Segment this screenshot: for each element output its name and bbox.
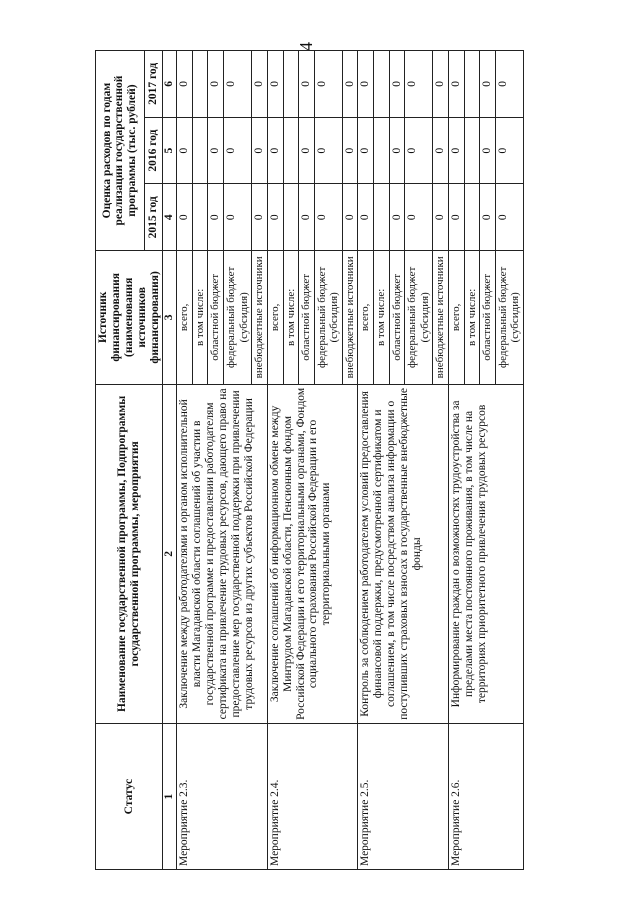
row-value-2015: 0 [177,184,193,251]
row-value-2015: 0 [405,184,433,251]
row-value-2017: 0 [224,51,252,118]
col-number-3: 3 [163,251,177,384]
row-value-2016: 0 [208,117,224,184]
table-row [358,51,374,870]
row-value-2017: 0 [299,51,315,118]
header-year-2015: 2015 год [144,184,163,251]
row-value-2017: 0 [480,51,496,118]
row-source-label: в том числе: [464,251,479,384]
col-number-6: 6 [163,51,177,118]
row-value-2016: 0 [267,117,283,184]
header-source: Источник финансирования (наименования источников финансирования) [96,251,163,384]
table-body [177,51,523,870]
row-value-2016 [464,117,479,184]
row-value-2015: 0 [251,184,267,251]
row-value-2016: 0 [496,117,524,184]
row-value-2015: 0 [208,184,224,251]
row-source-label: всего, [177,251,193,384]
row-value-2017: 0 [496,51,524,118]
col-number-5: 5 [163,117,177,184]
row-measure-name: Заключение между работодателями и органом исполнительной власти Магаданской области соглашений об участии в государственной программе и предоставлении работодателям сертификата на привлечение трудовых ресурсов, дающего право на предоставление мер государственной поддержки при привлечении трудовых ресурсов из других субъектов Российской Федерации [177,384,268,724]
budget-table [95,50,524,870]
row-value-2015: 0 [496,184,524,251]
row-value-2016: 0 [177,117,193,184]
row-source-label: в том числе: [374,251,389,384]
row-source-label: в том числе: [193,251,208,384]
row-source-label: внебюджетные источники [433,251,449,384]
row-source-label: федеральный бюджет (субсидия) [496,251,524,384]
row-status: Мероприятие 2.5. [358,724,449,870]
header-year-2016: 2016 год [144,117,163,184]
row-source-label: областной бюджет [208,251,224,384]
row-source-label: федеральный бюджет (субсидия) [405,251,433,384]
table-row [448,51,464,870]
row-value-2015 [374,184,389,251]
row-value-2015 [464,184,479,251]
row-value-2016: 0 [299,117,315,184]
budget-table-sheet [95,50,585,870]
row-value-2016: 0 [448,117,464,184]
row-value-2015: 0 [299,184,315,251]
row-value-2015: 0 [224,184,252,251]
row-value-2016: 0 [358,117,374,184]
row-value-2017: 0 [448,51,464,118]
row-value-2016: 0 [251,117,267,184]
row-status: Мероприятие 2.3. [177,724,268,870]
row-value-2017: 0 [314,51,342,118]
table-row [177,51,193,870]
row-measure-name: Информирование граждан о возможностях трудоустройства за пределами места постоянного проживания, в том числе на территориях приоритетного привлечения трудовых ресурсов [448,384,523,724]
row-status: Мероприятие 2.6. [448,724,523,870]
row-source-label: областной бюджет [299,251,315,384]
table-row [267,51,283,870]
col-number-1: 1 [163,724,177,870]
page-number: 4 [296,42,316,51]
row-value-2015: 0 [433,184,449,251]
row-source-label: федеральный бюджет (субсидия) [314,251,342,384]
row-value-2017: 0 [267,51,283,118]
row-status: Мероприятие 2.4. [267,724,358,870]
row-value-2017 [464,51,479,118]
row-value-2017: 0 [251,51,267,118]
row-source-label: федеральный бюджет (субсидия) [224,251,252,384]
row-source-label: в том числе: [283,251,298,384]
row-value-2017: 0 [342,51,358,118]
header-year-2017: 2017 год [144,51,163,118]
header-name: Наименование государственной программы, Подпрограммы государственной программы, мероприятия [96,384,163,724]
row-value-2015 [283,184,298,251]
row-source-label: всего, [448,251,464,384]
header-status: Статус [96,724,163,870]
row-value-2017: 0 [433,51,449,118]
row-value-2015: 0 [342,184,358,251]
row-value-2017: 0 [389,51,405,118]
row-value-2015: 0 [314,184,342,251]
row-value-2016: 0 [314,117,342,184]
row-value-2015: 0 [448,184,464,251]
row-value-2017: 0 [208,51,224,118]
row-value-2016 [283,117,298,184]
row-source-label: областной бюджет [389,251,405,384]
row-value-2016: 0 [405,117,433,184]
row-value-2017 [283,51,298,118]
row-source-label: всего, [358,251,374,384]
row-value-2016: 0 [433,117,449,184]
row-value-2016 [374,117,389,184]
row-value-2017: 0 [405,51,433,118]
row-value-2017: 0 [358,51,374,118]
row-value-2016: 0 [389,117,405,184]
row-measure-name: Заключение соглашений об информационном обмене между Минтрудом Магаданской области, Пенсионным фондом Российской Федерации и его территориальными органами, Фондом социального страхования Российской Федерации и его территориальными органами [267,384,358,724]
col-number-4: 4 [163,184,177,251]
row-value-2016: 0 [224,117,252,184]
row-source-label: областной бюджет [480,251,496,384]
row-source-label: всего, [267,251,283,384]
row-value-2016: 0 [342,117,358,184]
row-value-2016 [193,117,208,184]
row-value-2016: 0 [480,117,496,184]
row-value-2017 [193,51,208,118]
row-measure-name: Контроль за соблюдением работодателем условий предоставления финансовой поддержки, предусмотренной сертификатом и соглашением, в том числе посредством анализа информации о поступивших страховых взносах в государственные внебюджетные фонды [358,384,449,724]
row-value-2015: 0 [480,184,496,251]
row-value-2015: 0 [389,184,405,251]
row-source-label: внебюджетные источники [251,251,267,384]
row-value-2015: 0 [267,184,283,251]
row-value-2015 [193,184,208,251]
row-value-2017: 0 [177,51,193,118]
header-estimate: Оценка расходов по годам реализации государственной программы (тыс. рублей) [96,51,145,251]
row-value-2017 [374,51,389,118]
row-value-2015: 0 [358,184,374,251]
col-number-2: 2 [163,384,177,724]
row-source-label: внебюджетные источники [342,251,358,384]
